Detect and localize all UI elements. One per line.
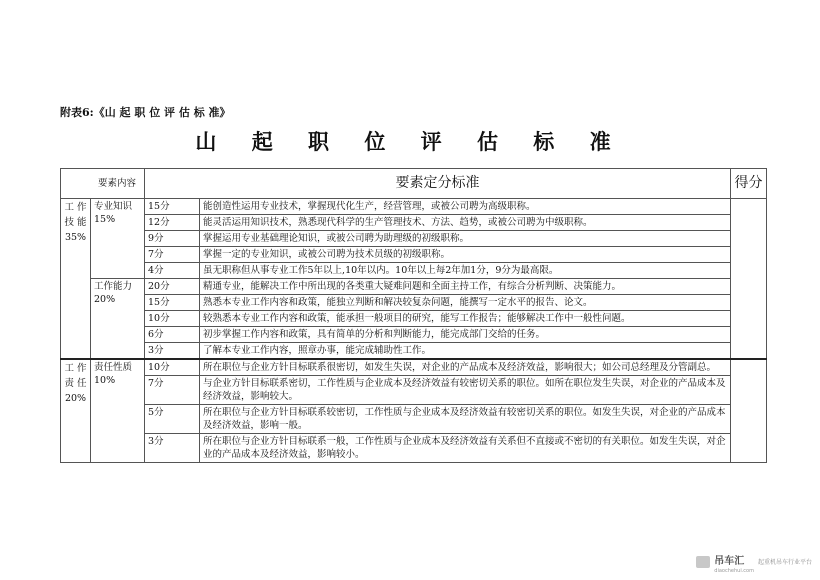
- points-cell: 3分: [145, 343, 200, 360]
- watermark-name: 吊车汇: [714, 556, 745, 567]
- table-row: [61, 343, 767, 360]
- table-row: [61, 295, 767, 311]
- group-label: 责任性质 10%: [91, 359, 145, 463]
- crane-logo-icon: [696, 556, 710, 568]
- criteria-cell: 熟悉本专业工作内容和政策，能独立判断和解决较复杂问题，能撰写一定水平的报告、论文。: [200, 295, 731, 311]
- watermark: [696, 549, 812, 574]
- score-cell[interactable]: [731, 199, 767, 360]
- points-cell: 10分: [145, 359, 200, 376]
- table-row: [61, 434, 767, 463]
- table-row: [61, 231, 767, 247]
- table-row: [61, 405, 767, 434]
- score-cell[interactable]: [731, 359, 767, 463]
- table-row: [61, 327, 767, 343]
- criteria-cell: 所在职位与企业方针目标联系较密切，工作性质与企业成本及经济效益有较密切关系的职位。如发生失误，对企业的产品成本及经济效益，影响一般。: [200, 405, 731, 434]
- criteria-cell: 掌握一定的专业知识，或被公司聘为技术员级的初级职称。: [200, 247, 731, 263]
- table-row: [61, 199, 767, 215]
- points-cell: 12分: [145, 215, 200, 231]
- header-element-content: 要素内容: [61, 169, 145, 199]
- criteria-cell: 精通专业，能解决工作中所出现的各类重大疑难问题和全面主持工作，有综合分析判断、决策能力。: [200, 279, 731, 295]
- criteria-cell: 所在职位与企业方针目标联系一般，工作性质与企业成本及经济效益有关系但不直接或不密切的有关职位。如发生失误，对企业的产品成本及经济效益，影响较小。: [200, 434, 731, 463]
- evaluation-table: [60, 168, 767, 463]
- table-row: [61, 247, 767, 263]
- points-cell: 4分: [145, 263, 200, 279]
- criteria-cell: 能灵活运用知识技术，熟悉现代科学的生产管理技术、方法、趋势，或被公司聘为中级职称。: [200, 215, 731, 231]
- group-label: 专业知识 15%: [91, 199, 145, 279]
- table-row: [61, 376, 767, 405]
- table-row: [61, 215, 767, 231]
- table-header-row: [61, 169, 767, 199]
- criteria-cell: 掌握运用专业基础理论知识，或被公司聘为助理级的初级职称。: [200, 231, 731, 247]
- section-label: 工 作 责 任 20%: [61, 359, 91, 463]
- criteria-cell: 能创造性运用专业技术，掌握现代化生产，经营管理，或被公司聘为高级职称。: [200, 199, 731, 215]
- points-cell: 5分: [145, 405, 200, 434]
- points-cell: 9分: [145, 231, 200, 247]
- points-cell: 3分: [145, 434, 200, 463]
- criteria-cell: 初步掌握工作内容和政策，具有简单的分析和判断能力，能完成部门交给的任务。: [200, 327, 731, 343]
- table-row: [61, 311, 767, 327]
- criteria-cell: 较熟悉本专业工作内容和政策，能承担一般项目的研究，能写工作报告；能够解决工作中一般性问题。: [200, 311, 731, 327]
- criteria-cell: 了解本专业工作内容，照章办事，能完成辅助性工作。: [200, 343, 731, 360]
- points-cell: 6分: [145, 327, 200, 343]
- points-cell: 7分: [145, 247, 200, 263]
- points-cell: 15分: [145, 199, 200, 215]
- points-cell: 7分: [145, 376, 200, 405]
- points-cell: 20分: [145, 279, 200, 295]
- criteria-cell: 所在职位与企业方针目标联系很密切，如发生失误，对企业的产品成本及经济效益，影响很大；如公司总经理及分管副总。: [200, 359, 731, 376]
- table-row: [61, 359, 767, 376]
- table-caption: 附表6:《山 起 职 位 评 估 标 准》: [60, 106, 231, 119]
- section-label: 工 作 技 能 35%: [61, 199, 91, 360]
- criteria-cell: 与企业方针目标联系密切，工作性质与企业成本及经济效益有较密切关系的职位。如所在职位发生失误，对企业的产品成本及经济效益，影响较大。: [200, 376, 731, 405]
- watermark-url: diaochehui.com: [714, 568, 754, 574]
- page-title: 山 起 职 位 评 估 标 准: [195, 129, 625, 154]
- group-label: 工作能力 20%: [91, 279, 145, 360]
- header-scoring-standard: 要素定分标准: [145, 169, 731, 199]
- table-row: [61, 279, 767, 295]
- header-score: 得分: [731, 169, 767, 199]
- watermark-slogan: 起重机吊车行业平台: [757, 559, 812, 566]
- points-cell: 10分: [145, 311, 200, 327]
- criteria-cell: 虽无职称但从事专业工作5年以上,10年以内。10年以上每2年加1分，9分为最高限。: [200, 263, 731, 279]
- points-cell: 15分: [145, 295, 200, 311]
- table-row: [61, 263, 767, 279]
